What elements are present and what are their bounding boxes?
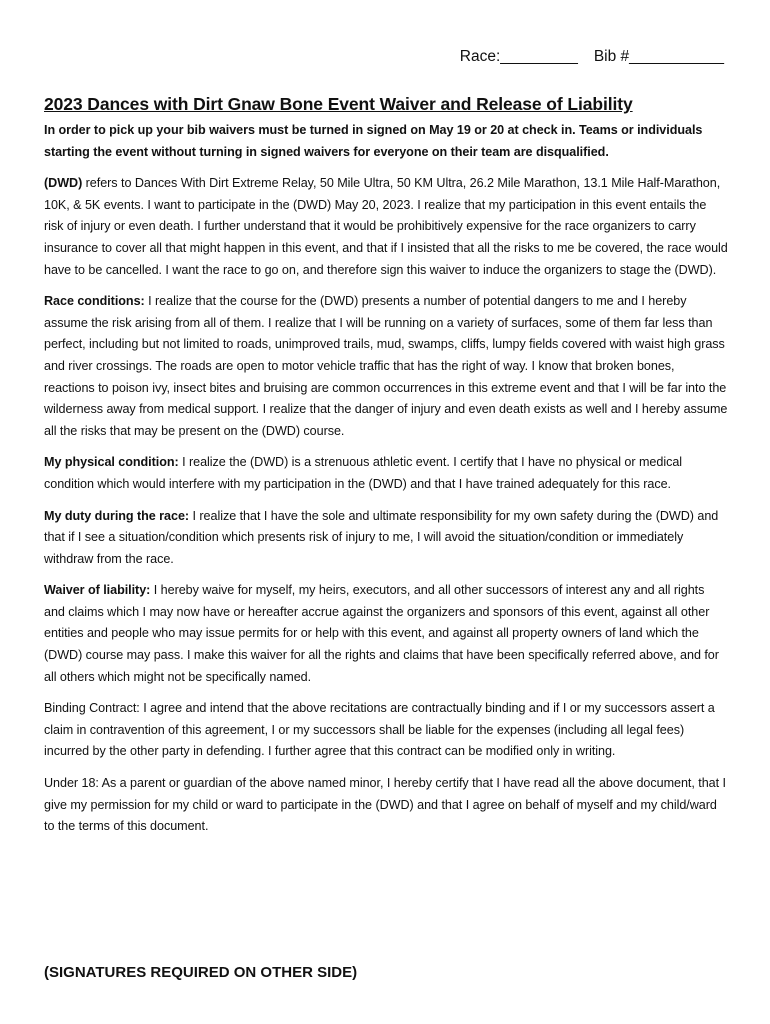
section-text: I realize that the course for the (DWD) presents a number of potential dangers to me and I hereby assume the risk arising from all of them. I realize that I will be running on a variety of surfaces, some of them far less than perfect, including but not limited to roads, unimproved trails, mud, swamps, cliffs, lumpy fields covered with waist high grass and river crossings. The roads are open to motor vehicle traffic that has the right of way. I know that broken bones, reactions to poison ivy, insect bites and bruising are common occurrences in this extreme event and that I will be far into the wilderness away from medical support. I realize that the danger of injury and even death exists as well and I hereby assume all the risks that may be present on the (DWD) course. xyxy=(44,294,728,438)
section-lead: (DWD) xyxy=(44,176,83,191)
under-18-paragraph xyxy=(44,773,728,838)
race-field-label: Race:_________ xyxy=(459,48,578,65)
section-lead: My duty during the race: xyxy=(44,508,190,523)
duty-during-race-paragraph xyxy=(44,506,728,571)
binding-contract-paragraph xyxy=(44,698,728,763)
section-text: I hereby waive for myself, my heirs, executors, and all other successors of interest any and all rights and claims which I may now have or hereafter accrue against the organizers and sponsors of this event, against all other entities and people who may issue permits for or help with this event, and against all property owners of land which the (DWD) course may pass. I make this waiver for all the rights and claims that have been specifically referred above, and for all others which might not be specifically named. xyxy=(44,583,719,684)
bib-field-label: Bib #___________ xyxy=(593,48,724,65)
race-bib-line xyxy=(460,48,724,66)
section-text: I realize that I have the sole and ultimate responsibility for my own safety during the (DWD) and that if I see a situation/condition which presents risk of injury to me, I will avoid the situation/condition or immediately withdraw from the race. xyxy=(44,508,719,566)
document-title: 2023 Dances with Dirt Gnaw Bone Event Waiver and Release of Liability xyxy=(44,94,633,114)
race-conditions-paragraph xyxy=(44,291,728,442)
section-text: Under 18: As a parent or guardian of the above named minor, I hereby certify that I have read all the above document, that I give my permission for my child or ward to participate in the (DWD) and that I agree on behalf of myself and my child/ward to the terms of this document. xyxy=(44,776,726,834)
dwd-definition-paragraph xyxy=(44,173,728,281)
document-body xyxy=(44,120,728,848)
section-lead: My physical condition: xyxy=(44,455,179,470)
signatures-required-note: (SIGNATURES REQUIRED ON OTHER SIDE) xyxy=(44,964,358,981)
section-lead: Race conditions: xyxy=(44,294,145,309)
physical-condition-paragraph xyxy=(44,452,728,495)
section-text: Binding Contract: I agree and intend that the above recitations are contractually binding and if I or my successors assert a claim in contravention of this agreement, I or my successors shall be liable for the expenses (including all legal fees) incurred by the other party in defending. I further agree that this contract can be modified only in writing. xyxy=(44,701,715,759)
section-text: I realize the (DWD) is a strenuous athletic event. I certify that I have no physical or medical condition which would interfere with my participation in the (DWD) and that I have trained adequately for this race. xyxy=(44,455,683,491)
waiver-of-liability-paragraph xyxy=(44,580,728,688)
section-lead: Waiver of liability: xyxy=(44,583,151,598)
intro-paragraph: In order to pick up your bib waivers must be turned in signed on May 19 or 20 at check in. Teams or individuals starting the event without turning in signed waivers for everyone on their team are disqualified. xyxy=(44,123,703,159)
section-text: refers to Dances With Dirt Extreme Relay, 50 Mile Ultra, 50 KM Ultra, 26.2 Mile Marathon, 13.1 Mile Half-Marathon, 10K, & 5K events. I want to participate in the (DWD) May 20, 2023. I realize that my participation in this event entails the risk of injury or even death. I further understand that it would be prohibitively expensive for the race organizers to carry insurance to cover all that might happen in this event, and that if I insisted that all the risks to me be covered, the race would have to be cancelled. I want the race to go on, and therefore sign this waiver to induce the organizers to stage the (DWD). xyxy=(44,176,728,277)
